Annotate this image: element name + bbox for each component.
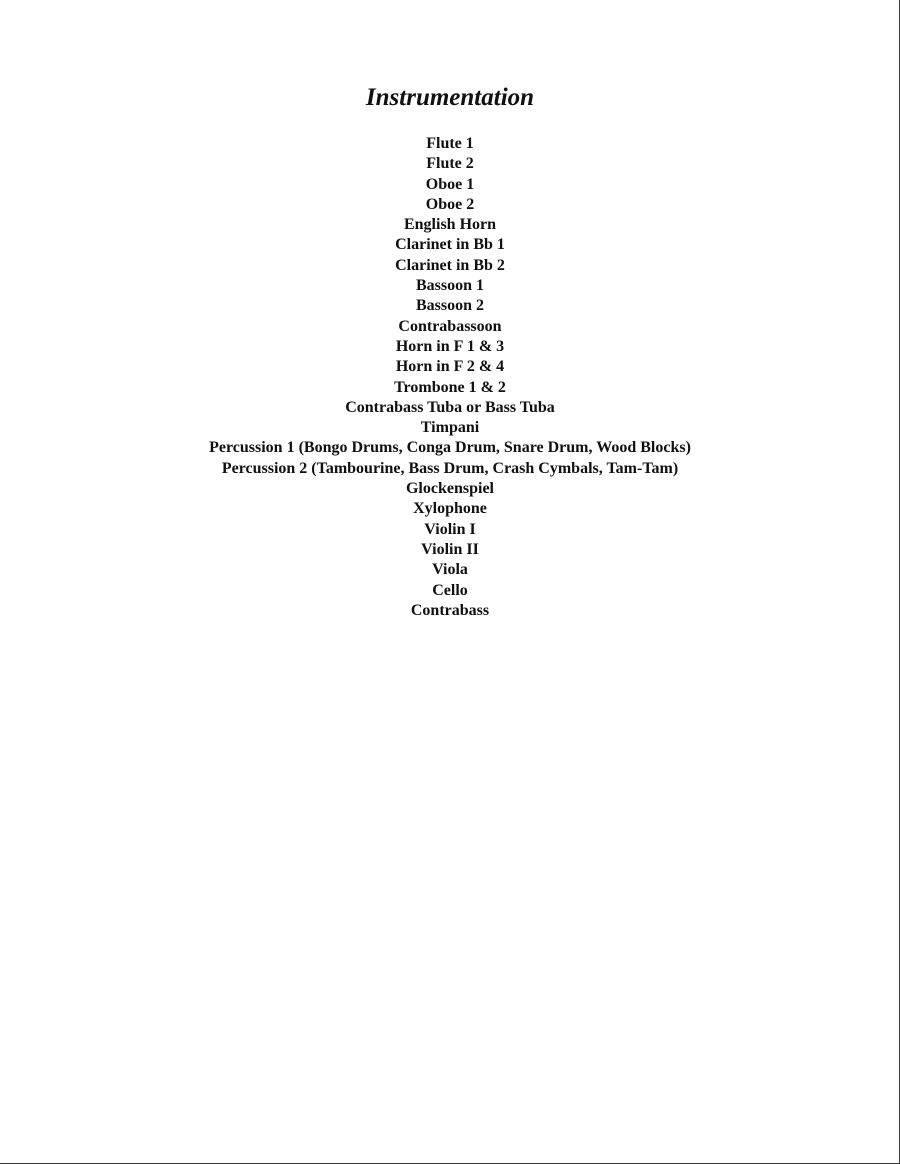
list-item: English Horn	[403, 216, 497, 234]
list-item: Percussion 2 (Tambourine, Bass Drum, Crash Cymbals, Tam-Tam)	[221, 459, 679, 477]
list-item: Horn in F 1 & 3	[395, 337, 505, 355]
list-item: Bassoon 1	[415, 277, 485, 295]
list-item: Bassoon 2	[415, 297, 485, 315]
list-item: Glockenspiel	[405, 480, 494, 498]
list-item: Violin I	[424, 520, 476, 538]
list-item: Xylophone	[413, 500, 487, 518]
list-item: Contrabass	[410, 601, 490, 619]
list-item: Horn in F 2 & 4	[395, 358, 505, 376]
list-item: Viola	[432, 561, 468, 579]
list-item: Clarinet in Bb 2	[395, 256, 505, 274]
list-item: Contrabassoon	[398, 317, 502, 335]
list-item: Violin II	[421, 540, 479, 558]
list-item: Flute 2	[426, 155, 474, 173]
list-item: Trombone 1 & 2	[394, 378, 506, 396]
list-item: Oboe 1	[425, 175, 475, 193]
list-item: Contrabass Tuba or Bass Tuba	[345, 398, 555, 416]
page-title: Instrumentation	[365, 84, 535, 111]
list-item: Oboe 2	[425, 195, 475, 213]
list-item: Clarinet in Bb 1	[395, 236, 505, 254]
list-item: Cello	[432, 581, 468, 599]
list-item: Flute 1	[426, 135, 474, 152]
list-item: Percussion 1 (Bongo Drums, Conga Drum, Snare Drum, Wood Blocks)	[209, 439, 691, 457]
list-item: Timpani	[420, 419, 480, 437]
instrument-list	[0, 134, 900, 621]
